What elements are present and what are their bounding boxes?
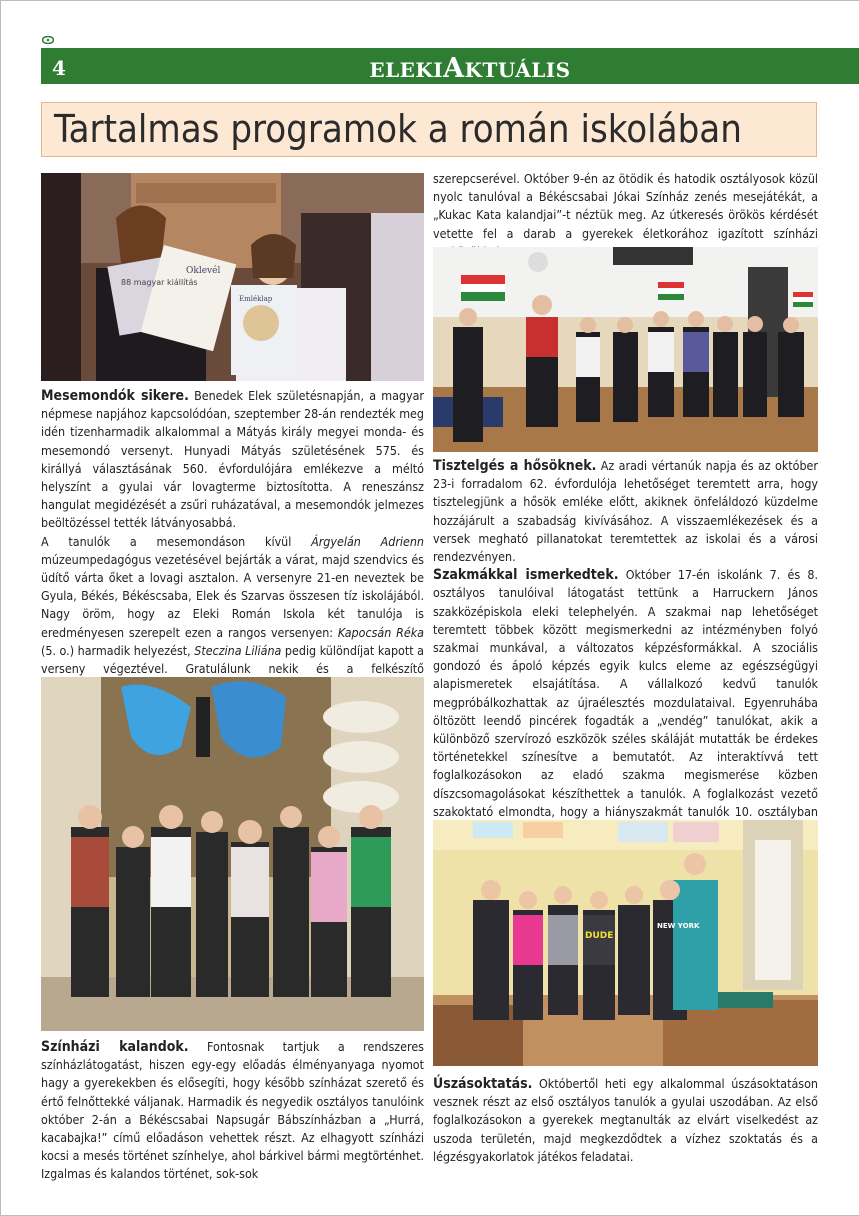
article-szinhazi <box>41 1038 424 1184</box>
photo-shirt-text2: NEW YORK <box>657 922 700 930</box>
article-mesemondok <box>41 387 424 696</box>
person-name: Steczina Liliána <box>194 642 282 658</box>
article-uszas-p1 <box>433 1075 818 1166</box>
article-text: szerepcserével. Október 9-én az ötödik és hatodik osztályosok közül nyolc tanulóval a Békéscsabai Jókai Színház zenés mesejátékát, a „Kukac Kata kalandjai”-t néztük meg. Az útkeresés örökös kérdését vetette fel a darab a gyerekek életkorához igazított színházi <box>433 171 818 241</box>
article-mesemondok-p2 <box>41 533 424 697</box>
masthead-small: ELEKI <box>369 58 444 82</box>
article-lead: Szakmákkal ismerkedtek. <box>433 567 619 584</box>
photo-theatre-group <box>41 677 424 1031</box>
person-name: Kapocsán Réka <box>337 624 425 640</box>
person-name: Árgyelán Adrienn <box>311 533 424 549</box>
photo-shirt-text: DUDE <box>585 931 614 941</box>
article-text: Fontosnak tartjuk a rendszeres színházlátogatást, hiszen egy-egy előadás élményanyaga nyomot hagy a gyerekekben és elősegíti, hogy később színházat szerető és értő felnőttekké váljanak. Harmadik és negyedik osztályos tanulóink október 2-án a Békéscsabai Napsugár Bábszínházban a „Hurrá, kacabajka!” című előadáson vehettek részt. Az elhagyott színházi kocsi a mesés történet színhelye, ahol bárkivel bármi megtörténhet. Izgalmas és kalandos történet, sok-sok <box>41 1039 424 1182</box>
article-text: A tanulók a mesemondáson kívül <box>41 533 312 549</box>
photo-commemoration <box>433 247 818 452</box>
article-text: Az aradi vértanúk napja és az október 23-i forradalom 62. évfordulója lehetőséget teremtett arra, hogy tisztelegjünk a hősök emléke előtt, akiknek önfeláldozó küzdelme hozzájárult a szabadság kivívásához. A visszaemlékezések és a versek megható pillanatokat teremtettek az iskolai és a városi rendezvényen. <box>433 458 818 565</box>
photo-certificate-title: Oklevél <box>186 266 221 276</box>
article-text: pedig különdíjat kapott a verseny végeztével. Gratulálunk nekik és a felkészítő <box>41 642 424 677</box>
masthead <box>340 53 600 84</box>
article-szinhazi-p1 <box>41 1038 424 1184</box>
article-uszas <box>433 1075 818 1166</box>
article-lead: Tisztelgés a hősöknek. <box>433 458 597 474</box>
photo-certificate-sub: Emléklap <box>239 295 273 303</box>
article-tisztelges <box>433 457 818 857</box>
photo-first-graders <box>433 820 818 1066</box>
article-szakmakkal-p1 <box>433 566 818 857</box>
title-box <box>41 102 817 157</box>
article-mesemondok-p1 <box>41 387 424 533</box>
article-text: Október 17-én iskolánk 7. és 8. osztályos tanulóival látogatást tettünk a Harruckern János szakközépiskola eleki telephelyén. A szakmai nap lehetőséget teremtett többek között megismerkedni az intézményben folyó szakmai munkával, a változatos képzésformákkal. A szociális gondozó és ápoló képzés egyik kulcs eleme az egészségügyi alapismeretek elsajátítása. A vállalkozó kedvű tanulók megpróbálkozhattak az újraélesztés mozdulataival. Egyenruhába öltözött leendő pincérek fogadták a „vendég” tanulókat, akik a különböző szervírozó eszközök széles skáláját mutatták be érdekes történetekkel színesítve a bemutatót. Az interaktívvá tett foglalkozásokon az eladó szakma megismerése közben díszcsomagolásokat készíthettek a tanulók. A foglalkozást vezető szakoktató elmondta, hogy a hiányszakmát tanulók 10. osztályban <box>433 567 818 819</box>
masthead-rest: KTUÁLIS <box>464 58 571 82</box>
publication-logo-icon <box>42 36 54 44</box>
article-text: Októbertől heti egy alkalommal úszásoktatáson vesznek részt az első osztályos tanulók a gyulai uszodában. Az első foglalkozásokon a gyerekek megtanulták az elvárt viselkedést az uszoda területén, majd megkezdődtek a vízhez szoktatás és a légzésgyakorlatok játékos feladatai. <box>433 1076 818 1164</box>
page-number: 4 <box>52 56 66 80</box>
masthead-big-letter: A <box>443 53 465 84</box>
article-lead: Színházi kalandok. <box>41 1039 189 1055</box>
photo-book-text: 88 magyar kiállítás <box>121 278 198 287</box>
photo-storytellers <box>41 173 424 381</box>
article-text: Benedek Elek születésnapján, a magyar népmese napjához kapcsolódóan, szeptember 28-án rendezték meg idén tizenharmadik alkalommal a Mátyás király megyei monda- és mesemondó versenyt. Hunyadi Mátyás születésének 575. és királlyá választásának 560. évfordulójára emlékezve a méltó helyszínt a gyulai vár lovagterme biztosította. A reneszánsz hangulat megidézését a zsűri ruházatával, a mesemondók jelmezes beöltözéssel tették látványosabbá. <box>41 388 425 531</box>
article-tisztelges-p1 <box>433 457 818 566</box>
article-text: múzeumpedagógus vezetésével bejárták a várat, majd szendvics és üdítő várta őket a lovagi asztalon. A versenyre 21-en neveztek be Gyula, Békés, Békéscsaba, Elek és Szarvas összesen tíz iskolájából. Nagy öröm, hogy az Eleki Román Iskola két tanulója is eredményesen szerepelt ezen a rangos versenyen: <box>41 551 424 640</box>
article-lead: Mesemondók sikere. <box>41 388 189 404</box>
page-title: Tartalmas programok a román iskolában <box>54 107 742 151</box>
article-text: (5. o.) harmadik helyezést, <box>41 642 195 658</box>
article-lead: Úszásoktatás. <box>433 1076 533 1092</box>
